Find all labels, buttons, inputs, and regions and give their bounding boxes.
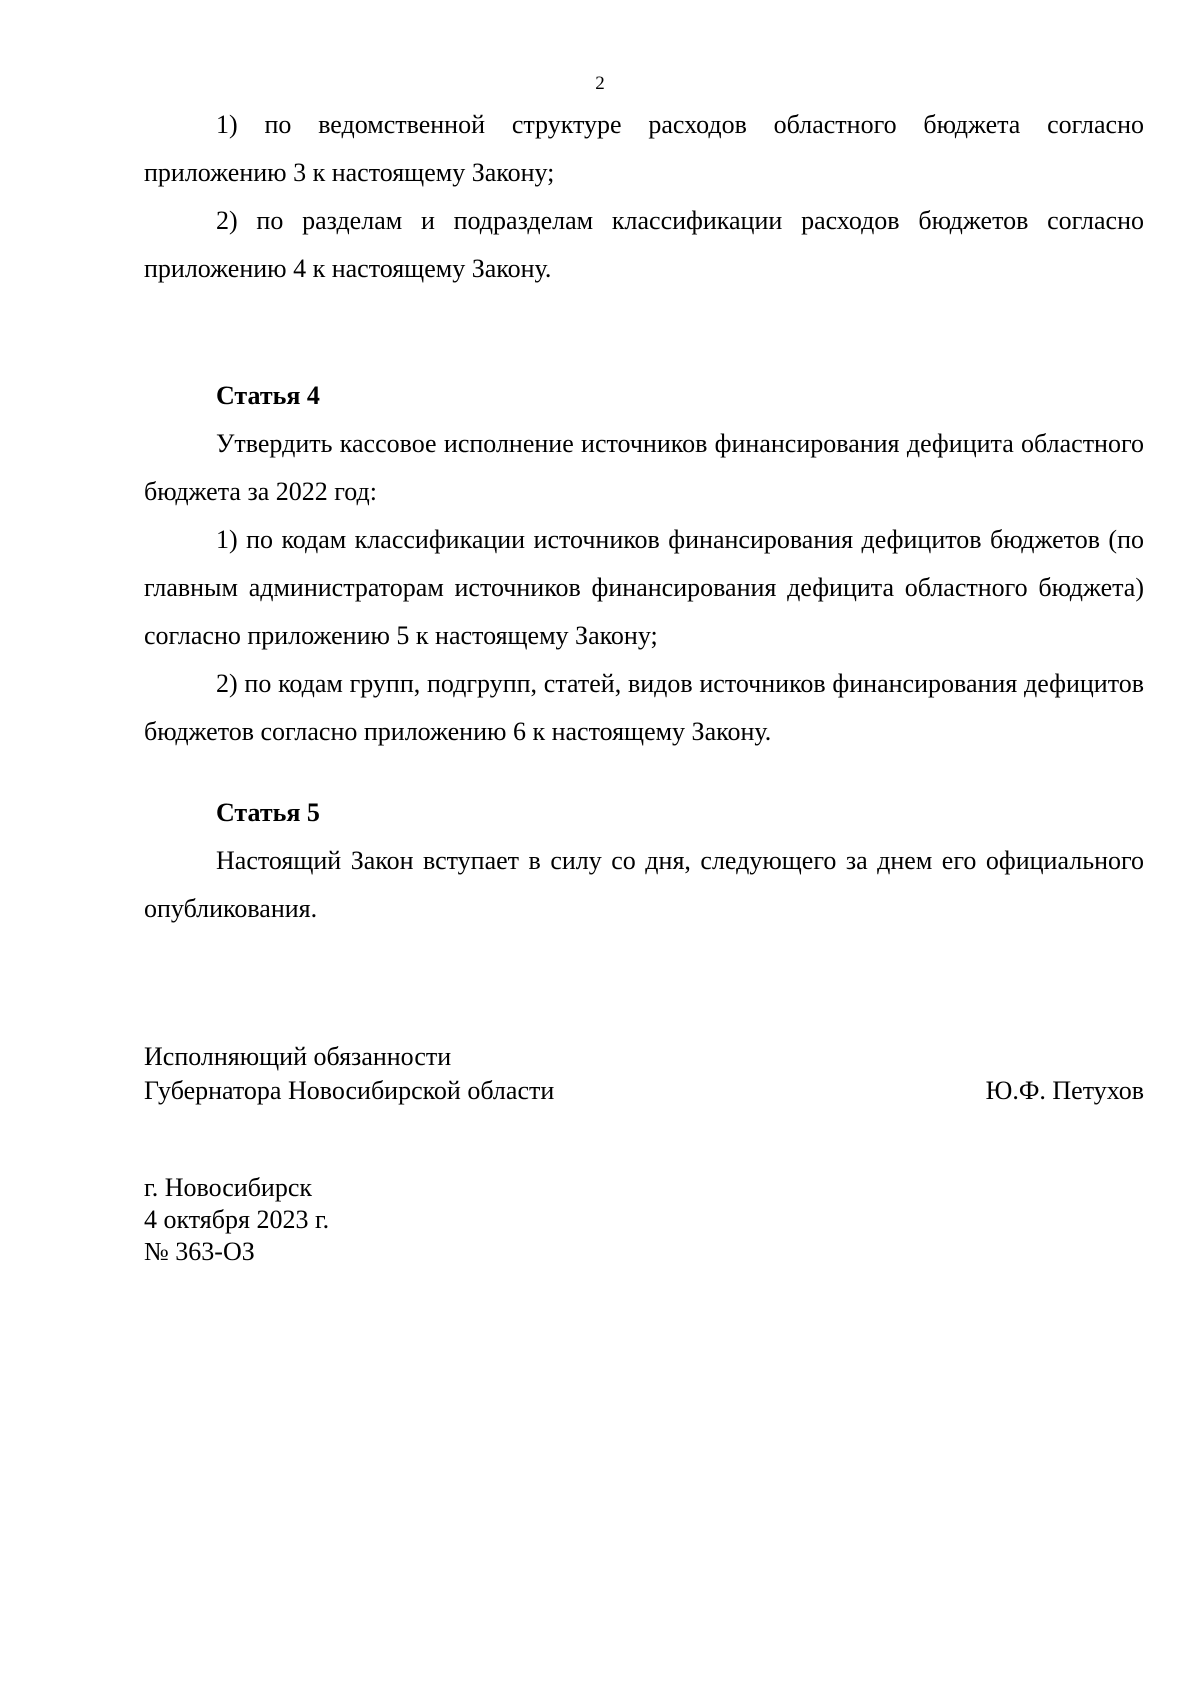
article-4 xyxy=(144,372,1144,756)
signature-block xyxy=(144,1040,1144,1108)
intro-item-1: 1) по ведомственной структуре расходов областного бюджета согласно приложению 3 к настоящему Закону; xyxy=(144,110,1144,187)
city: г. Новосибирск xyxy=(144,1173,313,1202)
intro-items xyxy=(144,101,1144,293)
article-5-heading: Статья 5 xyxy=(216,798,320,827)
signer-title-line-1: Исполняющий обязанности xyxy=(144,1042,452,1071)
page-number: 2 xyxy=(595,73,605,94)
article-4-lead: Утвердить кассовое исполнение источников финансирования дефицита областного бюджета за 2022 год: xyxy=(144,429,1144,506)
article-4-heading: Статья 4 xyxy=(216,381,320,410)
place-date-block xyxy=(144,1172,744,1268)
article-5-text: Настоящий Закон вступает в силу со дня, следующего за днем его официального опубликования. xyxy=(144,846,1144,923)
signer-name: Ю.Ф. Петухов xyxy=(985,1076,1144,1105)
article-4-item-2: 2) по кодам групп, подгрупп, статей, видов источников финансирования дефицитов бюджетов согласно приложению 6 к настоящему Закону. xyxy=(144,669,1144,746)
signing-date: 4 октября 2023 г. xyxy=(144,1205,330,1234)
article-5 xyxy=(144,789,1144,933)
article-4-item-1: 1) по кодам классификации источников финансирования дефицитов бюджетов (по главным администраторам источников финансирования дефицита областного бюджета) согласно приложению 5 к настоящему Закону; xyxy=(144,525,1144,650)
signer-title-line-2: Губернатора Новосибирской области xyxy=(144,1076,555,1105)
intro-item-2: 2) по разделам и подразделам классификации расходов бюджетов согласно приложению 4 к настоящему Закону. xyxy=(144,206,1144,283)
signer-row xyxy=(144,1074,1144,1108)
law-number: № 363-ОЗ xyxy=(144,1237,255,1266)
